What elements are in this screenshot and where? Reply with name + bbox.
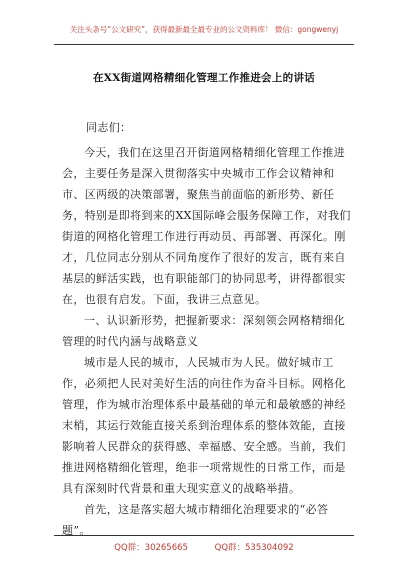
paragraph-intro: 今天，我们在这里召开街道网格精细化管理工作推进会，主要任务是深入贯彻落实中央城市工作会议精神和市、区两级的决策部署，聚焦当前面临的新形势、新任务，特别是即将到来的XX国际峰会服务保障工作，对我们街道的网格化管理工作进行再动员、再部署、再深化。刚才，几位同志分别从不同角度作了很好的发言，既有来自基层的鲜活实践，也有职能部门的协同思考，讲得都很实在，也很有启发。下面，我讲三点意见。 (62, 146, 351, 306)
footer-qq-group-1: QQ群：30265665 (114, 543, 188, 553)
paragraph-section-1: 城市是人民的城市，人民城市为人民。做好城市工作，必须把人民对美好生活的向往作为奋斗目标。网格化管理，作为城市治理体系中最基础的单元和最敏感的神经末梢，其运行效能直接关系到治理体系的整体效能，直接影响着人民群众的获得感、幸福感、安全感。当前，我们推进网格精细化管理，绝非一项常规性的日常工作，而是具有深刻时代背景和重大现实意义的战略举措。 (62, 356, 346, 495)
footer-qq-group-2: QQ群：535304092 (214, 543, 294, 553)
document-title: 在XX街道网格精细化管理工作推进会上的讲话 (92, 72, 316, 84)
footer (0, 541, 408, 553)
document-body (62, 117, 354, 541)
header-banner: 关注头条号“公文研究”，获得最新最全最专业的公文资料库！ 微信：gongwenyj (69, 25, 339, 34)
salutation: 同志们： (86, 121, 132, 134)
paragraph-first-point: 首先，这是落实超大城市精细化治理要求的“必答题”。 (62, 503, 329, 537)
footer-divider (54, 535, 354, 536)
header-divider (54, 44, 354, 45)
section-heading-1: 一、认识新形势，把握新要求：深刻领会网格精细化管理的时代内涵与战略意义 (62, 314, 346, 348)
